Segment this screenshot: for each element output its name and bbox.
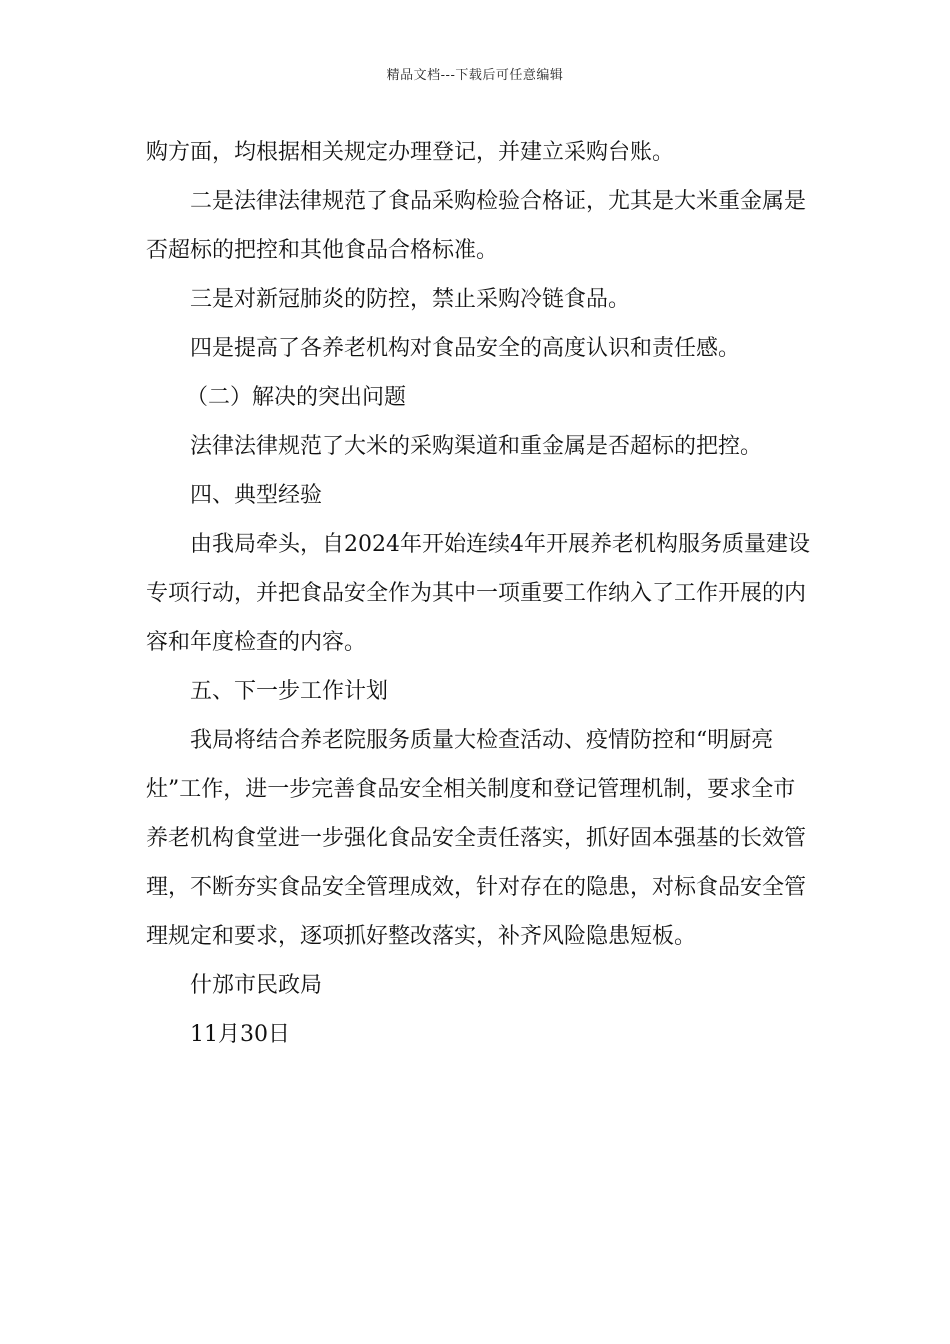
- paragraph-point-four: 四是提高了各养老机构对食品安全的高度认识和责任感。: [190, 336, 741, 361]
- header-note: 精品文档---下载后可任意编辑: [386, 68, 564, 83]
- section-heading-problems-solved: （二）解决的突出问题: [186, 385, 407, 410]
- section-heading-typical-experience: 四、典型经验: [190, 483, 323, 508]
- document-body: [146, 128, 810, 1059]
- section-heading-next-steps: 五、下一步工作计划: [190, 679, 389, 704]
- paragraph-point-two: 二是法律法律规范了食品采购检验合格证，尤其是大米重金属是否超标的把控和其他食品合格标准。: [146, 189, 807, 263]
- paragraph-next-steps: 我局将结合养老院服务质量大检查活动、疫情防控和“明厨亮灶”工作，进一步完善食品安全相关制度和登记管理机制，要求全市养老机构食堂进一步强化食品安全责任落实，抓好固本强基的长效管理，不断夯实食品安全管理成效，针对存在的隐患，对标食品安全管理规定和要求，逐项抓好整改落实，补齐风险隐患短板。: [146, 728, 807, 949]
- paragraph-problems-solved: 法律法律规范了大米的采购渠道和重金属是否超标的把控。: [190, 434, 763, 459]
- paragraph-typical-experience: 由我局牵头，自2024年开始连续4年开展养老机构服务质量建设专项行动，并把食品安全作为其中一项重要工作纳入了工作开展的内容和年度检查的内容。: [146, 532, 810, 655]
- signature-organization: 什邡市民政局: [190, 973, 323, 998]
- paragraph-procurement-registration: 购方面，均根据相关规定办理登记，并建立采购台账。: [146, 140, 675, 165]
- signature-date: 11月30日: [190, 1022, 290, 1047]
- paragraph-point-three: 三是对新冠肺炎的防控，禁止采购冷链食品。: [190, 287, 631, 312]
